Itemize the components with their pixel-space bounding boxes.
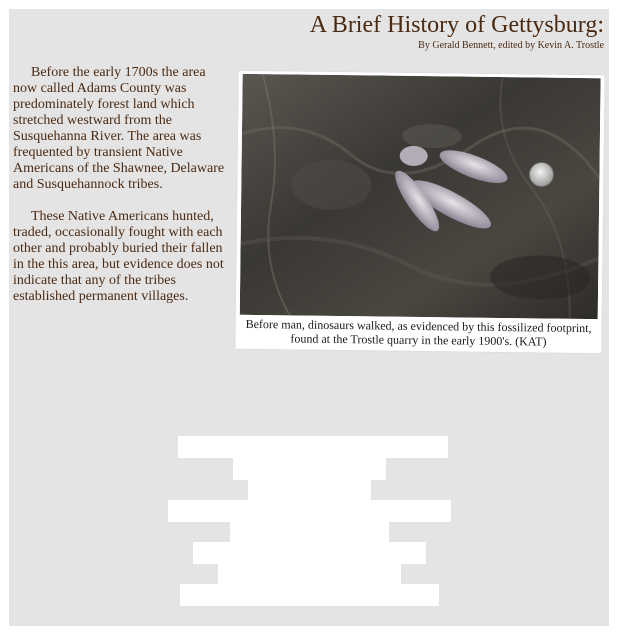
fossil-figure	[235, 71, 604, 353]
figure-caption: Before man, dinosaurs walked, as evidenced by this fossilized footprint, found at the Trostle quarry in the early 1900's. (KAT)	[245, 316, 592, 349]
blank-block-7	[218, 564, 401, 584]
page-title: A Brief History of Gettysburg:	[309, 12, 604, 38]
byline: By Gerald Bennett, edited by Kevin A. Trostle	[418, 40, 604, 51]
paragraph-1: Before the early 1700s the area now called Adams County was predominately forest land which stretched westward from the Susquehanna River. The area was frequented by transient Native Americans of the Shawnee, Delaware and Susquehannock tribes.	[13, 65, 225, 192]
fossil-footprint-photo	[240, 74, 601, 319]
blank-block-8	[180, 584, 439, 606]
article-body	[13, 65, 225, 321]
paragraph-2: These Native Americans hunted, traded, occasionally fought with each other and probably buried their fallen in the this area, but evidence does not indicate that any of the tribes established permanent villages.	[13, 209, 224, 304]
blank-block-2	[233, 458, 386, 480]
blank-block-1	[178, 436, 448, 458]
blank-block-5	[230, 522, 389, 542]
blank-block-4	[168, 500, 451, 522]
page-panel	[9, 9, 609, 626]
blank-block-3	[248, 480, 371, 500]
blank-block-6	[193, 542, 426, 564]
